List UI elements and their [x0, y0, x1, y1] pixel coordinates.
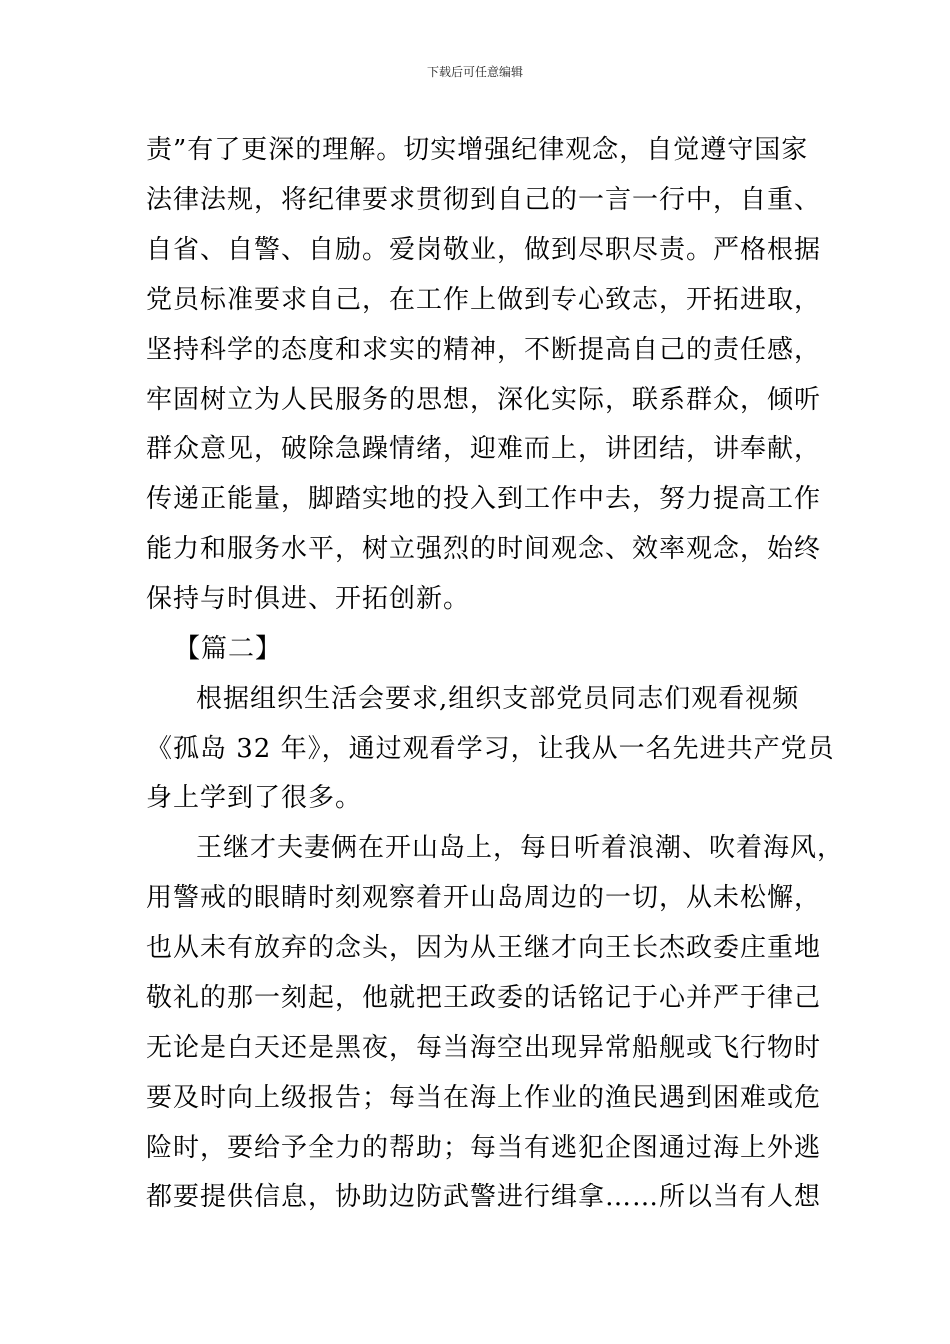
text-line: 坚持科学的态度和求实的精神，不断提高自己的责任感，: [146, 335, 822, 365]
text-line: 也从未有放弃的念头，因为从王继才向王长杰政委庄重地: [146, 933, 822, 963]
text-line: 险时，要给予全力的帮助；每当有逃犯企图通过海上外逃: [146, 1133, 822, 1163]
text-line: 根据组织生活会要求,组织支部党员同志们观看视频: [196, 684, 800, 714]
text-line: 要及时向上级报告；每当在海上作业的渔民遇到困难或危: [146, 1083, 822, 1113]
text-line: 责”有了更深的理解。切实增强纪律观念，自觉遵守国家: [146, 135, 809, 165]
text-line: 能力和服务水平，树立强烈的时间观念、效率观念，始终: [146, 534, 822, 564]
text-line: 法律法规，将纪律要求贯彻到自己的一言一行中，自重、: [146, 185, 822, 215]
section-heading: 【篇二】: [174, 634, 283, 664]
text-line: 身上学到了很多。: [146, 783, 363, 813]
text-line: 敬礼的那一刻起，他就把王政委的话铭记于心并严于律己: [146, 983, 822, 1013]
text-line: 自省、自警、自励。爱岗敬业，做到尽职尽责。严格根据: [146, 235, 822, 265]
text-line: 《孤岛 32 年》，通过观看学习，让我从一名先进共产党员: [146, 734, 835, 764]
text-line: 无论是白天还是黑夜，每当海空出现异常船舰或飞行物时: [146, 1033, 822, 1063]
text-line: 保持与时俱进、开拓创新。: [146, 584, 471, 614]
text-line: 牢固树立为人民服务的思想，深化实际，联系群众，倾听: [146, 385, 822, 415]
page-header: 下载后可任意编辑: [426, 65, 523, 79]
text-line: 王继才夫妻俩在开山岛上，每日听着浪潮、吹着海风，: [196, 833, 845, 863]
text-line: 传递正能量，脚踏实地的投入到工作中去，努力提高工作: [146, 484, 822, 514]
text-line: 用警戒的眼睛时刻观察着开山岛周边的一切，从未松懈，: [146, 883, 822, 913]
text-line: 党员标准要求自己，在工作上做到专心致志，开拓进取，: [146, 285, 822, 315]
text-line: 群众意见，破除急躁情绪，迎难而上，讲团结，讲奉献，: [146, 434, 822, 464]
text-line: 都要提供信息，协助边防武警进行缉拿……所以当有人想: [146, 1182, 822, 1212]
